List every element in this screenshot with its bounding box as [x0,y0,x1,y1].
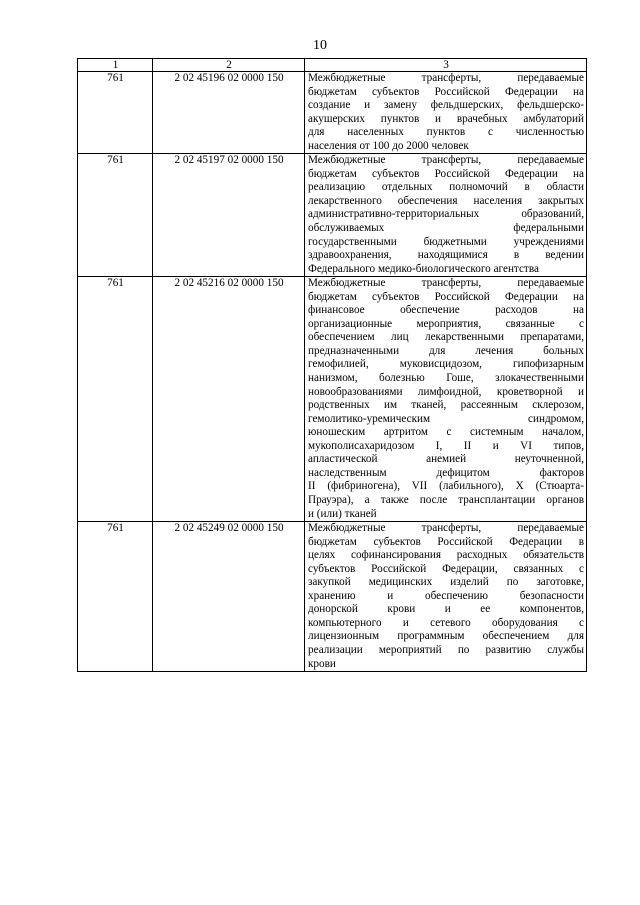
column-header-3: 3 [305,59,587,72]
table-row [78,72,587,154]
description-cell [305,277,587,522]
description-line: компьютерного и сетевого оборудования с [308,616,584,629]
admin-code-cell: 761 [78,72,153,154]
description-line: Межбюджетные трансферты, передаваемые [308,277,584,290]
description-line: Межбюджетные трансферты, передаваемые [308,154,584,167]
description-line: наследственным дефицитом факторов [308,466,584,479]
column-header-2: 2 [153,59,305,72]
description-line: обеспечением лиц лекарственными препаратами, [308,331,584,344]
description-line: субъектов Российской Федерации, связанных с [308,562,584,575]
description-line: крови [308,657,336,670]
table-row [78,522,587,672]
description-line: гемофилией, муковисцидозом, гипофизарным [308,358,584,371]
description-line: лекарственного обеспечения населения закрытых [308,194,584,207]
description-line: реализацию отдельных полномочий в области [308,181,584,194]
budget-classification-table [77,58,587,672]
description-line: бюджетам субъектов Российской Федерации на [308,85,584,98]
budget-code-cell: 2 02 45197 02 0000 150 [153,154,305,277]
description-line: государственными бюджетными учреждениями [308,235,584,248]
description-line: административно-территориальных образований, [308,208,584,221]
description-cell [305,72,587,154]
page-number: 10 [313,38,327,53]
description-line: и (или) тканей [308,507,377,520]
admin-code-cell: 761 [78,154,153,277]
description-line: обслуживаемых федеральными [308,222,584,235]
description-line: населения от 100 до 2000 человек [308,139,469,152]
description-line: новообразованиями лимфоидной, кроветворной и [308,385,584,398]
admin-code-cell: 761 [78,522,153,672]
description-cell [305,154,587,277]
table-row [78,277,587,522]
description-line: хранению и обеспечению безопасности [308,589,584,602]
description-line: апластической анемией неуточненной, [308,453,584,466]
description-line: гемолитико-уремическим синдромом, [308,412,584,425]
description-line: закупкой медицинских изделий по заготовке, [308,576,584,589]
description-line: юношеским артритом с системным началом, [308,426,584,439]
table-row [78,154,587,277]
description-line: создание и замену фельдшерских, фельдшерско- [308,99,584,112]
description-line: целях софинансирования расходных обязательств [308,549,584,562]
admin-code-cell: 761 [78,277,153,522]
budget-code-cell: 2 02 45216 02 0000 150 [153,277,305,522]
description-line: бюджетам субъектов Российской Федерации на [308,290,584,303]
description-line: акушерских пунктов и врачебных амбулаторий [308,112,584,125]
description-cell [305,522,587,672]
description-line: донорской крови и ее компонентов, [308,603,584,616]
column-header-1: 1 [78,59,153,72]
description-line: финансовое обеспечение расходов на [308,304,584,317]
description-line: мукополисахаридозом I, II и VI типов, [308,439,584,452]
description-line: реализации мероприятий по развитию службы [308,643,584,656]
description-line: Федерального медико-биологического агентства [308,262,539,275]
budget-code-cell: 2 02 45196 02 0000 150 [153,72,305,154]
description-line: бюджетам субъектов Российской Федерации в [308,535,584,548]
description-line: II (фибриногена), VII (лабильного), X (Стюарта- [308,480,584,493]
description-line: родственных им тканей, рассеянным склерозом, [308,399,584,412]
table-header-row [78,59,587,72]
description-line: здравоохранения, находящимися в ведении [308,249,584,262]
table-body [78,72,587,672]
description-line: Прауэра), а также после трансплантации органов [308,493,584,506]
description-line: нанизмом, болезнью Гоше, злокачественными [308,372,584,385]
description-line: бюджетам субъектов Российской Федерации на [308,167,584,180]
description-line: предназначенными для лечения больных [308,344,584,357]
budget-code-cell: 2 02 45249 02 0000 150 [153,522,305,672]
description-line: организационные мероприятия, связанные с [308,317,584,330]
description-line: для населенных пунктов с численностью [308,126,584,139]
description-line: лицензионным программным обеспечением для [308,630,584,643]
description-line: Межбюджетные трансферты, передаваемые [308,72,584,84]
description-line: Межбюджетные трансферты, передаваемые [308,522,584,535]
